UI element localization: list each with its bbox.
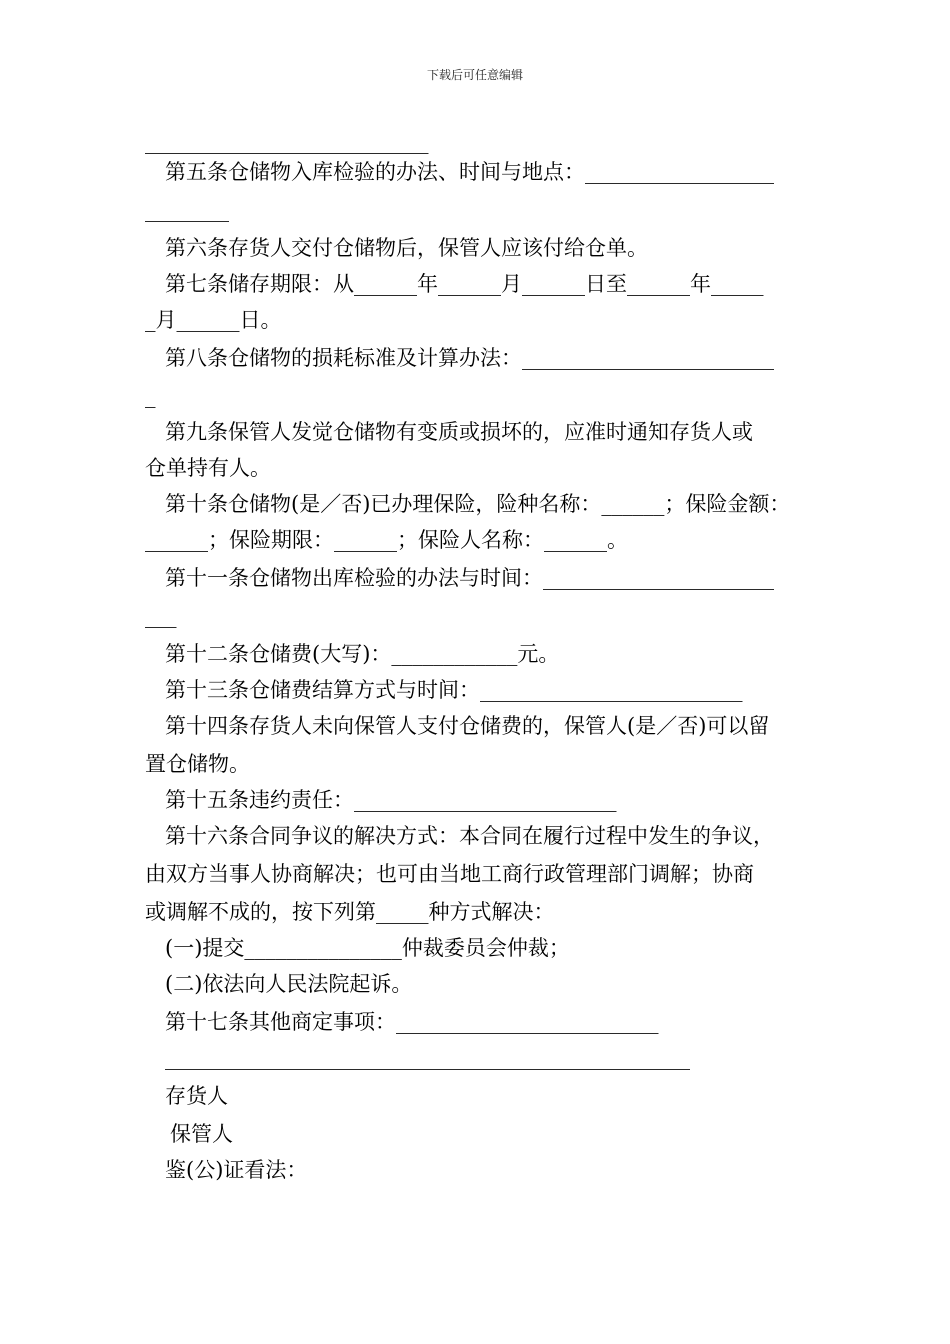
article-7-continued: _月______日。	[145, 308, 282, 332]
article-13: 第十三条仓储费结算方式与时间：_________________________	[165, 678, 743, 702]
article-5: 第五条仓储物入库检验的办法、时间与地点：__________________	[165, 160, 774, 184]
article-17-blank: __________________________________________________	[165, 1046, 690, 1070]
article-7: 第七条储存期限：从______年______月______日至______年_____	[165, 272, 764, 296]
signature-custodian: 保管人	[170, 1122, 233, 1146]
article-16-line-2: 由双方当事人协商解决；也可由当地工商行政管理部门调解；协商	[145, 862, 754, 886]
article-16-line-3: 或调解不成的，按下列第_____种方式解决：	[145, 900, 555, 924]
article-14: 第十四条存货人未向保管人支付仓储费的，保管人(是／否)可以留	[165, 714, 770, 738]
article-14-continued: 置仓储物。	[145, 752, 250, 776]
option-2: (二)依法向人民法院起诉。	[165, 972, 413, 996]
page-header: 下载后可任意编辑	[426, 68, 523, 82]
option-1: (一)提交_______________仲裁委员会仲裁；	[165, 936, 570, 960]
article-8: 第八条仓储物的损耗标准及计算办法：________________________	[165, 346, 774, 370]
article-9: 第九条保管人发觉仓储物有变质或损坏的，应准时通知存货人或	[165, 420, 753, 444]
article-12: 第十二条仓储费(大写)：____________元。	[165, 642, 560, 666]
signature-depositor: 存货人	[165, 1084, 228, 1108]
article-17: 第十七条其他商定事项：_________________________	[165, 1010, 659, 1034]
article-15: 第十五条违约责任：_________________________	[165, 788, 617, 812]
article-9-continued: 仓单持有人。	[145, 456, 271, 480]
article-16: 第十六条合同争议的解决方式：本合同在履行过程中发生的争议，	[165, 824, 774, 848]
article-6: 第六条存货人交付仓储物后，保管人应该付给仓单。	[165, 236, 648, 260]
article-10-continued: ______；保险期限：______；保险人名称：______。	[145, 528, 628, 552]
article-11-continued: ___	[145, 604, 177, 628]
signature-notary: 鉴(公)证看法：	[165, 1158, 308, 1182]
article-10: 第十条仓储物(是／否)已办理保险，险种名称：______；保险金额：	[165, 492, 791, 516]
article-11: 第十一条仓储物出库检验的办法与时间：______________________	[165, 566, 774, 590]
article-5-continued: ________	[145, 198, 229, 222]
blank-line: ___________________________	[145, 130, 429, 154]
article-8-continued: _	[145, 384, 156, 408]
